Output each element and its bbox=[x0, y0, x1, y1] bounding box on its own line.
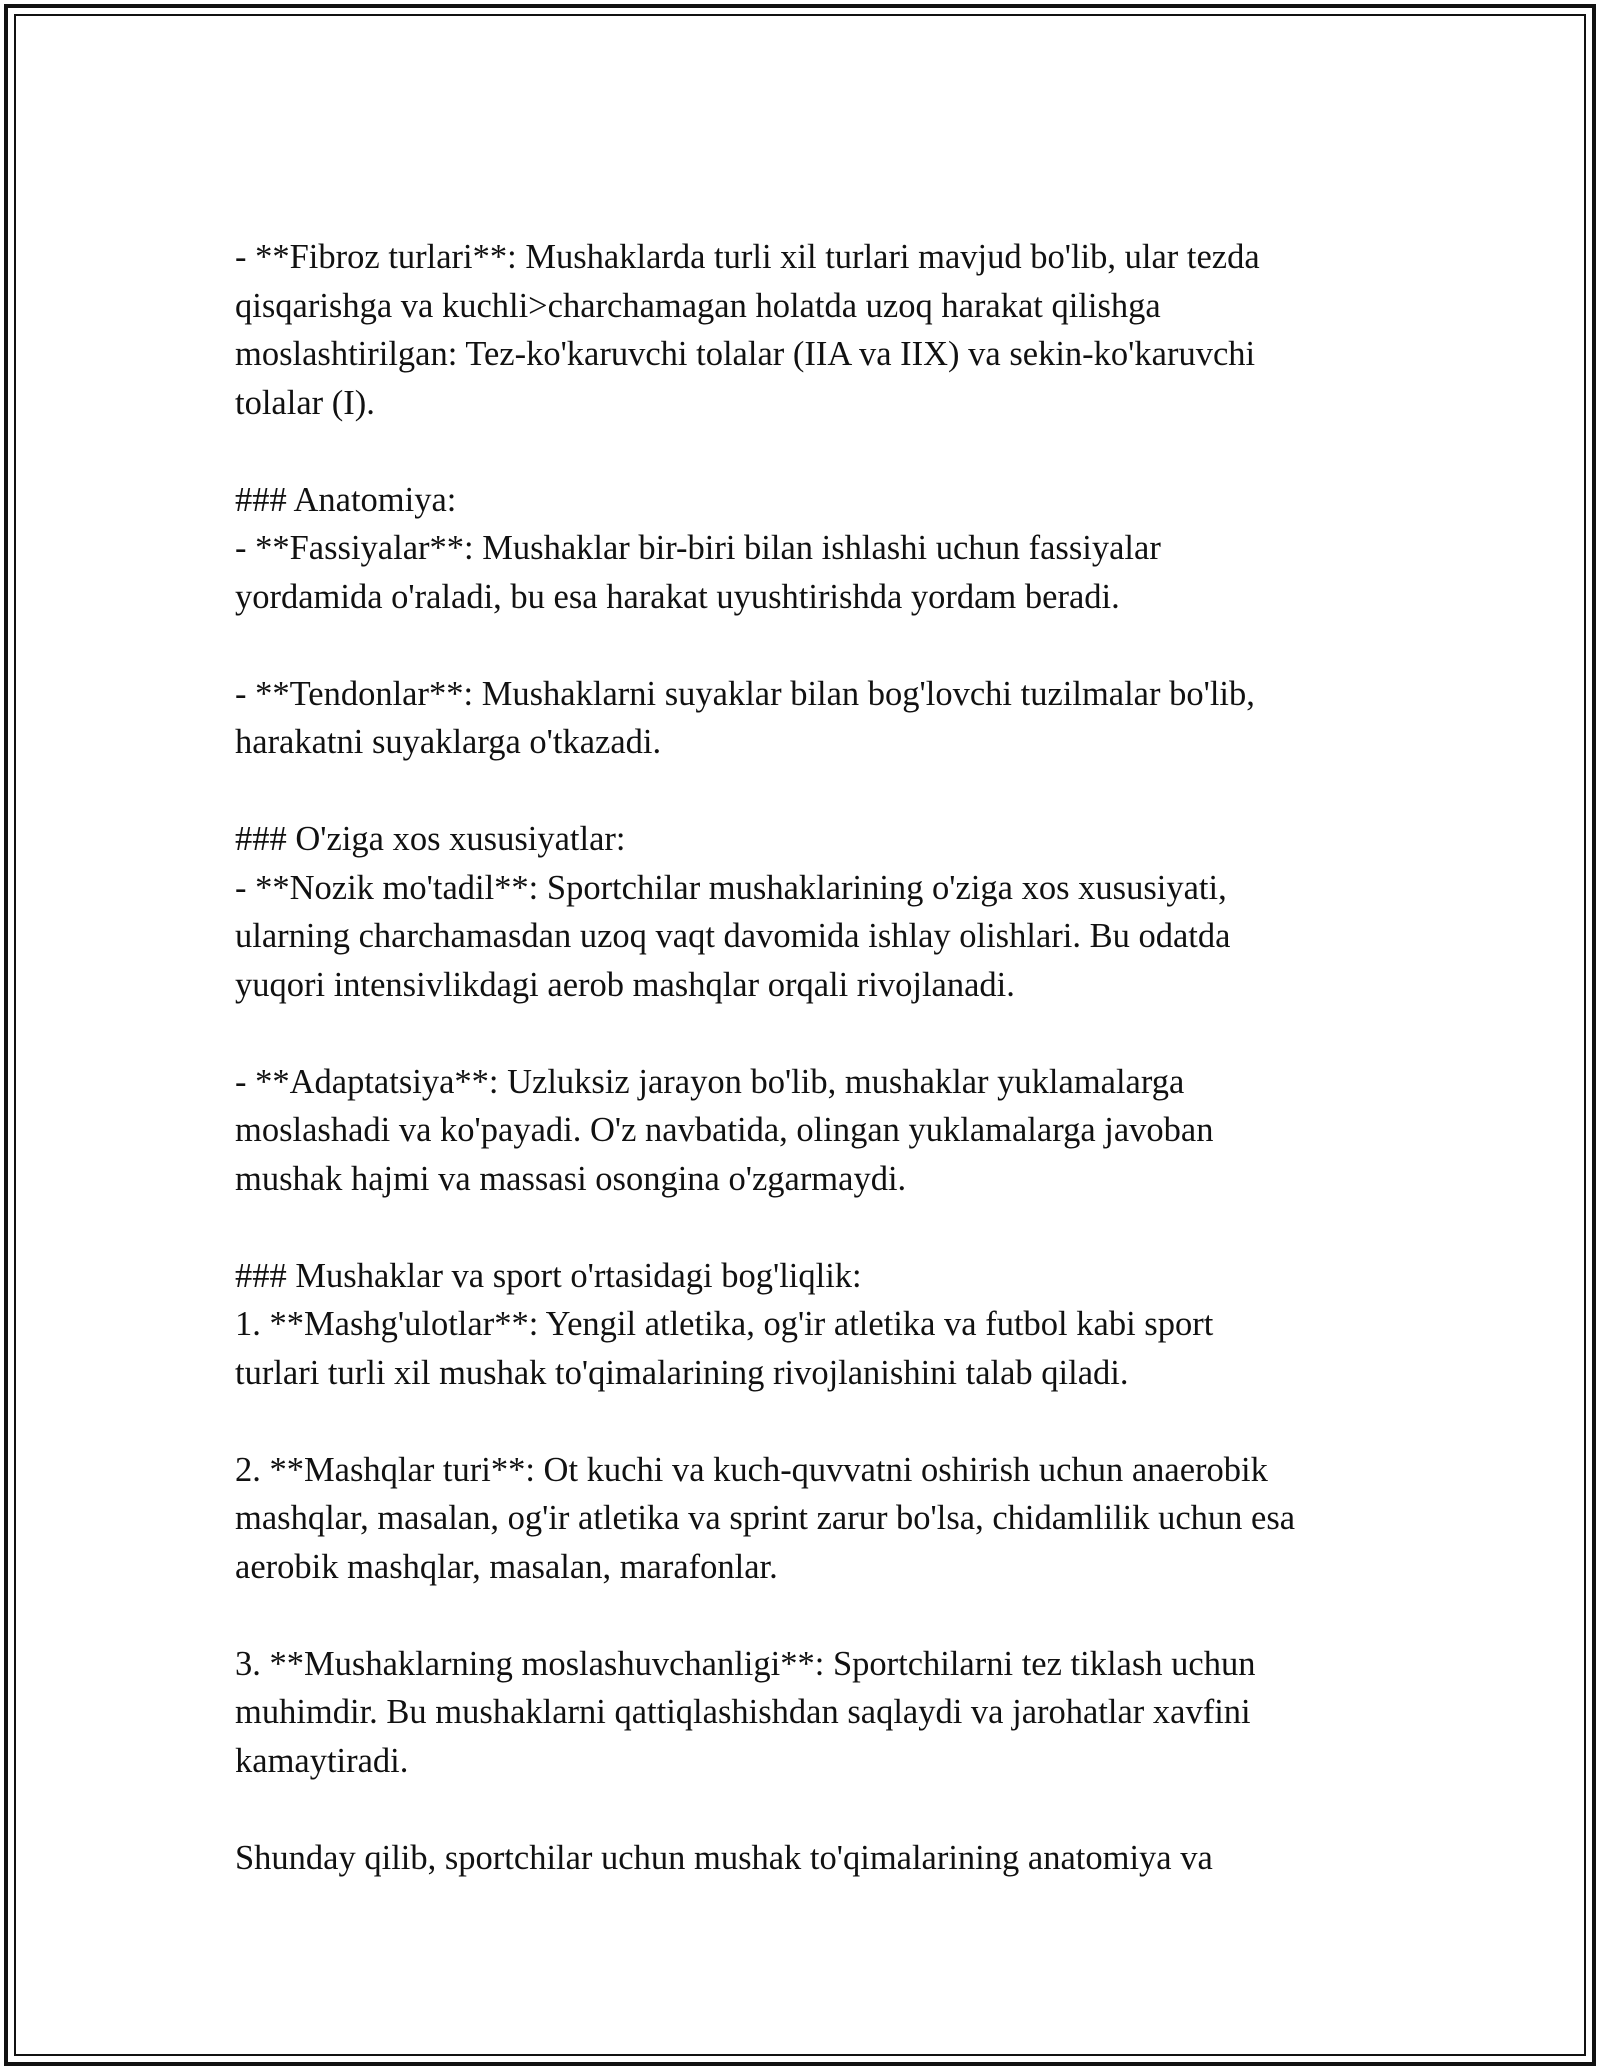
mashqlar-turi-paragraph bbox=[235, 1446, 1385, 1592]
text-line: yuqori intensivlikdagi aerob mashqlar orqali rivojlanadi. bbox=[235, 965, 1015, 1004]
section-heading: ### O'ziga xos xususiyatlar: bbox=[235, 820, 626, 858]
section-heading: ### Mushaklar va sport o'rtasidagi bog'liqlik: bbox=[235, 1256, 862, 1295]
text-line: moslashadi va ko'payadi. O'z navbatida, olingan yuklamalarga javoban bbox=[235, 1111, 1214, 1149]
adaptatsiya-paragraph bbox=[235, 1058, 1385, 1204]
document-body bbox=[235, 233, 1385, 1882]
sport-boglilik-section bbox=[235, 1252, 1385, 1398]
text-line: - **Adaptatsiya**: Uzluksiz jarayon bo'lib, mushaklar yuklamalarga bbox=[235, 1062, 1185, 1101]
paragraph-gap bbox=[235, 1009, 1385, 1058]
text-line: moslashtirilgan: Tez-ko'karuvchi tolalar (IIA va IIX) va sekin-ko'karuvchi bbox=[235, 335, 1256, 373]
text-line: 2. **Mashqlar turi**: Ot kuchi va kuch-quvvatni oshirish uchun anaerobik bbox=[235, 1450, 1268, 1489]
xulosa-paragraph bbox=[235, 1834, 1385, 1883]
text-line: mushak hajmi va massasi osongina o'zgarmaydi. bbox=[235, 1159, 907, 1198]
text-line: kamaytiradi. bbox=[235, 1741, 409, 1780]
paragraph-gap bbox=[235, 621, 1385, 670]
fibroz-turlari-paragraph bbox=[235, 233, 1385, 427]
text-line: mashqlar, masalan, og'ir atletika va sprint zarur bo'lsa, chidamlilik uchun esa bbox=[235, 1499, 1296, 1537]
text-line: turlari turli xil mushak to'qimalarining rivojlanishini talab qiladi. bbox=[235, 1353, 1129, 1392]
moslashuvchanlik-paragraph bbox=[235, 1640, 1385, 1786]
anatomiya-section bbox=[235, 476, 1385, 622]
text-line: harakatni suyaklarga o'tkazadi. bbox=[235, 723, 662, 761]
tendonlar-paragraph bbox=[235, 670, 1385, 767]
text-line: - **Nozik mo'tadil**: Sportchilar mushaklarining o'ziga xos xususiyati, bbox=[235, 868, 1227, 907]
paragraph-gap bbox=[235, 1397, 1385, 1446]
paragraph-gap bbox=[235, 1591, 1385, 1640]
text-line: qisqarishga va kuchli>charchamagan holatda uzoq harakat qilishga bbox=[235, 286, 1161, 325]
paragraph-gap bbox=[235, 1203, 1385, 1252]
paragraph-gap bbox=[235, 427, 1385, 476]
text-line: Shunday qilib, sportchilar uchun mushak to'qimalarining anatomiya va bbox=[235, 1838, 1213, 1877]
text-line: muhimdir. Bu mushaklarni qattiqlashishdan saqlaydi va jarohatlar xavfini bbox=[235, 1693, 1251, 1731]
paragraph-gap bbox=[235, 767, 1385, 816]
text-line: - **Fassiyalar**: Mushaklar bir-biri bilan ishlashi uchun fassiyalar bbox=[235, 529, 1161, 567]
text-line: - **Tendonlar**: Mushaklarni suyaklar bilan bog'lovchi tuzilmalar bo'lib, bbox=[235, 674, 1255, 713]
section-heading: ### Anatomiya: bbox=[235, 480, 457, 519]
text-line: aerobik mashqlar, masalan, marafonlar. bbox=[235, 1547, 778, 1586]
text-line: - **Fibroz turlari**: Mushaklarda turli xil turlari mavjud bo'lib, ular tezda bbox=[235, 238, 1260, 276]
paragraph-gap bbox=[235, 1785, 1385, 1834]
xususiyatlar-section bbox=[235, 815, 1385, 1009]
text-line: 3. **Mushaklarning moslashuvchanligi**: Sportchilarni tez tiklash uchun bbox=[235, 1644, 1256, 1683]
text-line: 1. **Mashg'ulotlar**: Yengil atletika, og'ir atletika va futbol kabi sport bbox=[235, 1305, 1214, 1343]
text-line: tolalar (I). bbox=[235, 383, 375, 422]
text-line: yordamida o'raladi, bu esa harakat uyushtirishda yordam beradi. bbox=[235, 577, 1120, 616]
text-line: ularning charchamasdan uzoq vaqt davomida ishlay olishlari. Bu odatda bbox=[235, 917, 1231, 955]
